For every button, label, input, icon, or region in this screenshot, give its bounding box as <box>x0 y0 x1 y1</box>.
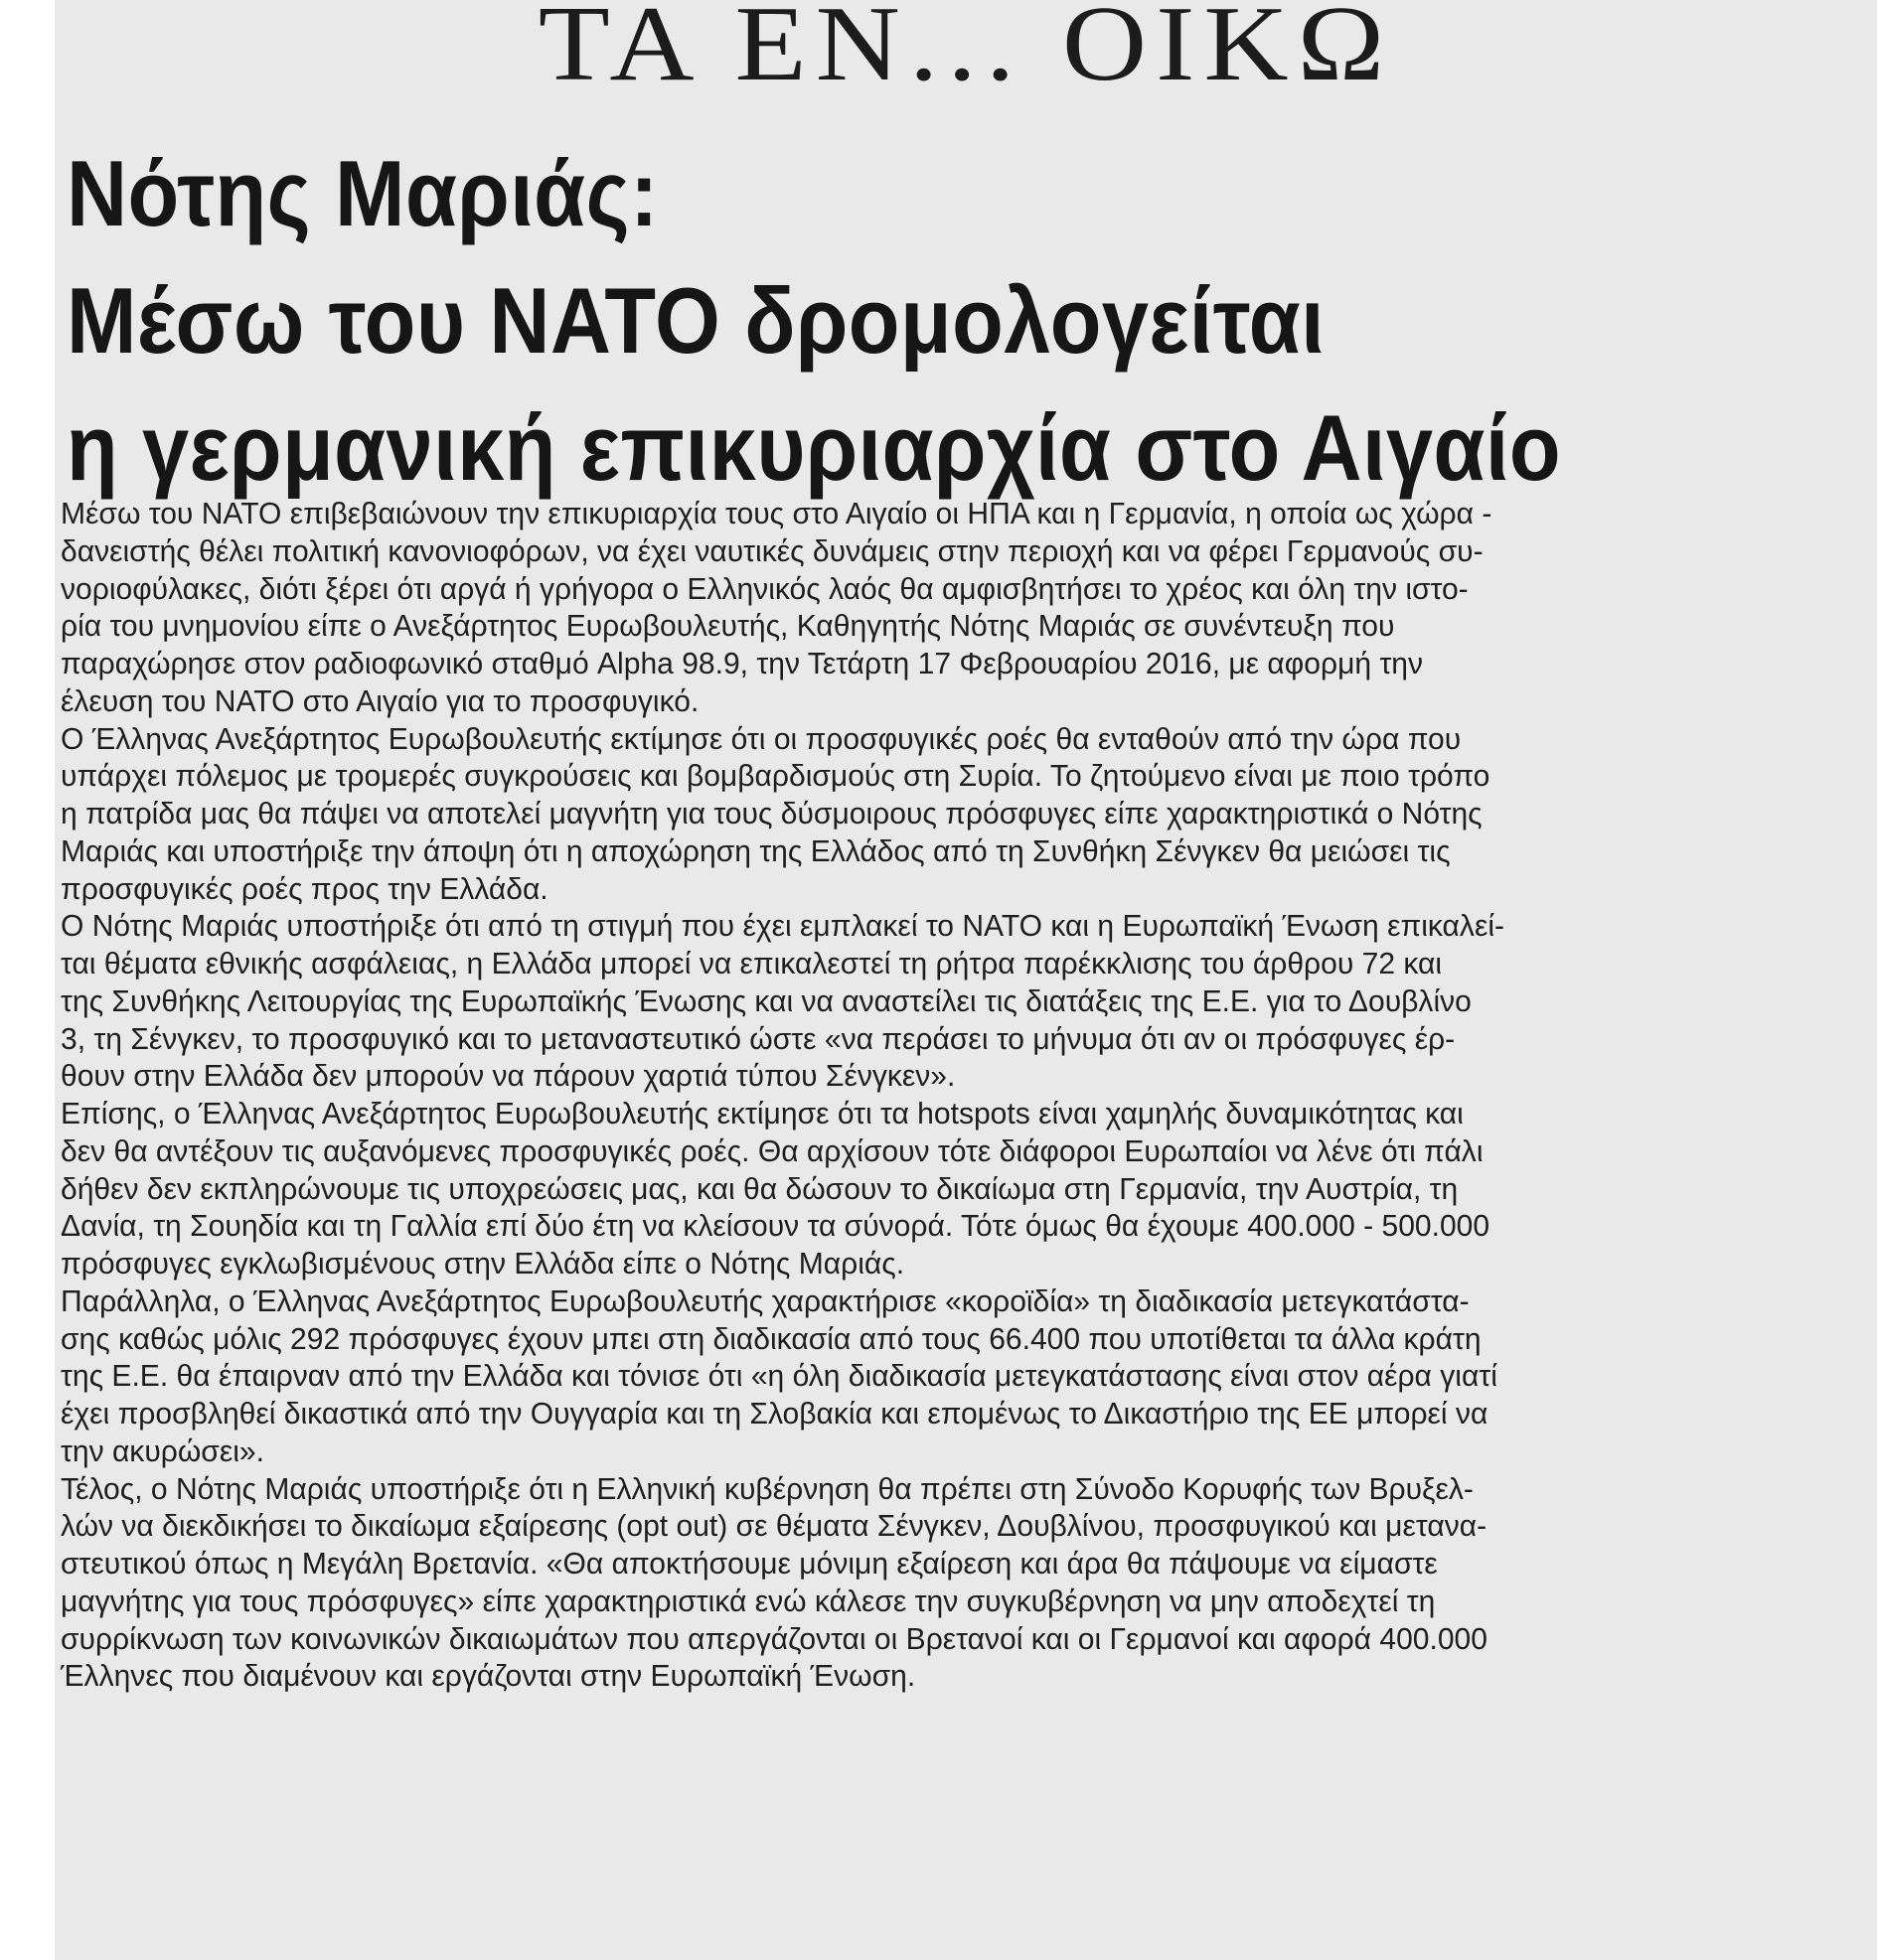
article-text-line: παραχώρησε στον ραδιοφωνικό σταθμό Alpha 98.9, την Τετάρτη 17 Φεβρουαρίου 2016, με αφορμή την <box>61 647 1424 680</box>
article-text-line: Ο Νότης Μαριάς υποστήριξε ότι από τη στιγμή που έχει εμπλακεί το ΝΑΤΟ και η Ευρωπαϊκή Ένωση επικαλεί- <box>61 909 1505 944</box>
article-text-line: Μέσω του ΝΑΤΟ επιβεβαιώνουν την επικυριαρχία τους στο Αιγαίο οι ΗΠΑ και η Γερμανία, η οποία ως χώρα - <box>61 497 1492 530</box>
article-text-line: πρόσφυγες εγκλωβισμένους στην Ελλάδα είπε ο Νότης Μαριάς. <box>61 1247 905 1281</box>
article-text-line: υπάρχει πόλεμος με τρομερές συγκρούσεις και βομβαρδισμούς στη Συρία. Το ζητούμενο είναι με ποιο τρόπο <box>61 759 1490 794</box>
article-text-line: λών να διεκδικήσει το δικαίωμα εξαίρεσης (opt out) σε θέματα Σένγκεν, Δουβλίνου, προσφυγικού και μετανα- <box>61 1509 1487 1544</box>
article-text-line: Έλληνες που διαμένουν και εργάζονται στην Ευρωπαϊκή Ένωση. <box>61 1659 916 1694</box>
section-header: ΤΑ ΕΝ... ΟΙΚΩ <box>538 0 1394 104</box>
article-text-line: ρία του μνημονίου είπε ο Ανεξάρτητος Ευρωβουλευτής, Καθηγητής Νότης Μαριάς σε συνέντευξη που <box>61 609 1395 644</box>
article-text-line: δεν θα αντέξουν τις αυξανόμενες προσφυγικές ροές. Θα αρχίσουν τότε διάφοροι Ευρωπαίοι να λένε ότι πάλι <box>61 1133 1484 1168</box>
article-text-line: δήθεν δεν εκπληρώνουμε τις υποχρεώσεις μας, και θα δώσουν το δικαίωμα στη Γερμανία, την Αυστρία, τη <box>61 1171 1459 1206</box>
article-text-line: Επίσης, ο Έλληνας Ανεξάρτητος Ευρωβουλευτής εκτίμησε ότι τα hotspots είναι χαμηλής δυναμικότητας και <box>61 1097 1464 1131</box>
article-text-line: νοριοφύλακες, διότι ξέρει ότι αργά ή γρήγορα ο Ελληνικός λαός θα αμφισβητήσει το χρέος και όλη την ιστο- <box>61 571 1469 606</box>
article-headline <box>67 141 1855 528</box>
article-text-line: προσφυγικές ροές προς την Ελλάδα. <box>61 871 548 906</box>
article-text-line: συρρίκνωση των κοινωνικών δικαιωμάτων που απεργάζονται οι Βρετανοί και οι Γερμανοί και αφορά 400.000 <box>61 1621 1487 1656</box>
article-text-line: έλευση του ΝΑΤΟ στο Αιγαίο για το προσφυγικό. <box>61 683 700 718</box>
article-text-line: Ο Έλληνας Ανεξάρτητος Ευρωβουλευτής εκτίμησε ότι οι προσφυγικές ροές θα ενταθούν από την ώρα που <box>61 721 1462 756</box>
headline-line: Νότης Μαριάς: <box>67 141 659 245</box>
headline-line: Μέσω του ΝΑΤΟ δρομολογείται <box>67 268 1326 373</box>
article-text-line: θουν στην Ελλάδα δεν μπορούν να πάρουν χαρτιά τύπου Σένγκεν». <box>61 1059 956 1094</box>
article-text-line: Δανία, τη Σουηδία και τη Γαλλία επί δύο έτη να κλείσουν τα σύνορά. Τότε όμως θα έχουμε 400.000 - 500.000 <box>61 1209 1490 1244</box>
article-text-line: ται θέματα εθνικής ασφάλειας, η Ελλάδα μπορεί να επικαλεστεί τη ρήτρα παρέκκλισης του άρθρου 72 και <box>61 947 1443 980</box>
article-text-line: μαγνήτης για τους πρόσφυγες» είπε χαρακτηριστικά ενώ κάλεσε την συγκυβέρνηση να μην αποδεχτεί τη <box>61 1583 1436 1618</box>
article-text-line: δανειστής θέλει πολιτική κανονιοφόρων, να έχει ναυτικές δυνάμεις στην περιοχή και να φέρει Γερμανούς συ- <box>61 533 1484 568</box>
newspaper-clipping <box>55 0 1877 1960</box>
article-text-line: της Ε.Ε. θα έπαιρναν από την Ελλάδα και τόνισε ότι «η όλη διαδικασία μετεγκατάστασης είναι στον αέρα γιατί <box>61 1359 1497 1394</box>
article-text-line: της Συνθήκης Λειτουργίας της Ευρωπαϊκής Ένωσης και να αναστείλει τις διατάξεις της Ε.Ε. για το Δουβλίνο <box>61 983 1472 1018</box>
article-body <box>61 496 1877 1696</box>
headline-line: η γερμανική επικυριαρχία στο Αιγαίο <box>67 395 1562 500</box>
article-text-line: την ακυρώσει». <box>61 1433 264 1468</box>
article-text-line: έχει προσβληθεί δικαστικά από την Ουγγαρία και τη Σλοβακία και επομένως το Δικαστήριο της ΕΕ μπορεί να <box>61 1397 1488 1431</box>
article-text-line: Τέλος, ο Νότης Μαριάς υποστήριξε ότι η Ελληνική κυβέρνηση θα πρέπει στη Σύνοδο Κορυφής των Βρυξελ- <box>61 1471 1474 1506</box>
article-text-line: σης καθώς μόλις 292 πρόσφυγες έχουν μπει στη διαδικασία από τους 66.400 που υποτίθεται τα άλλα κράτη <box>61 1321 1482 1356</box>
page-margin <box>0 0 55 1960</box>
article-text-line: στευτικού όπως η Μεγάλη Βρετανία. «Θα αποκτήσουμε μόνιμη εξαίρεση και άρα θα πάψουμε να είμαστε <box>61 1547 1438 1581</box>
article-text-line: Μαριάς και υποστήριξε την άποψη ότι η αποχώρηση της Ελλάδος από τη Συνθήκη Σένγκεν θα μειώσει τις <box>61 833 1451 868</box>
article-text-line: Παράλληλα, ο Έλληνας Ανεξάρτητος Ευρωβουλευτής χαρακτήρισε «κοροϊδία» τη διαδικασία μετεγκατάστα- <box>61 1283 1470 1318</box>
article-text-line: η πατρίδα μας θα πάψει να αποτελεί μαγνήτη για τους δύσμοιρους πρόσφυγες είπε χαρακτηριστικά ο Νότης <box>61 797 1483 830</box>
article-text-line: 3, τη Σένγκεν, το προσφυγικό και το μεταναστευτικό ώστε «να περάσει το μήνυμα ότι αν οι πρόσφυγες έρ- <box>61 1021 1456 1056</box>
